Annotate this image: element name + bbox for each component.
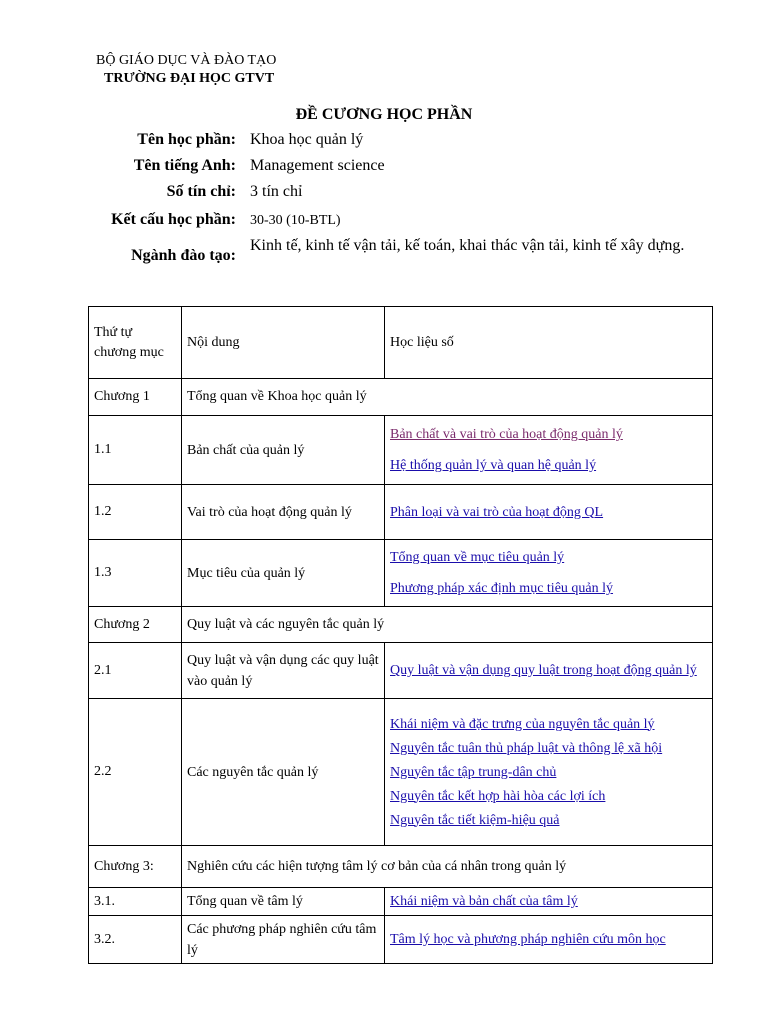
chapter-row [89,607,713,643]
chapter-number: Chương 2 [89,607,182,643]
section-number: 2.1 [89,643,182,699]
material-link[interactable]: Nguyên tắc kết hợp hài hòa các lợi ích [390,788,606,804]
credits-label: Số tín chỉ: [166,183,236,200]
major-value: Kinh tế, kinh tế vận tải, kế toán, khai thác vận tải, kinh tế xây dựng. [250,237,685,254]
chapter-number: Chương 3: [89,846,182,888]
section-number: 1.1 [89,416,182,485]
chapter-title: Nghiên cứu các hiện tượng tâm lý cơ bản của cá nhân trong quản lý [182,846,713,888]
section-number: 3.2. [89,916,182,964]
section-content: Quy luật và vận dụng các quy luật vào quản lý [182,643,385,699]
structure-value: 30-30 (10-BTL) [250,213,341,228]
ministry-name: BỘ GIÁO DỤC VÀ ĐÀO TẠO [96,53,277,68]
material-link[interactable]: Khái niệm và đặc trưng của nguyên tắc quản lý [390,716,655,732]
chapter-title: Tổng quan về Khoa học quản lý [182,379,713,416]
materials-cell [385,699,713,846]
material-link[interactable]: Khái niệm và bản chất của tâm lý [390,894,578,909]
section-content: Các phương pháp nghiên cứu tâm lý [182,916,385,964]
material-link[interactable]: Phương pháp xác định mục tiêu quản lý [390,581,614,596]
section-content: Vai trò của hoạt động quản lý [182,485,385,540]
course-content-table [88,306,713,964]
section-number: 1.3 [89,540,182,607]
material-link[interactable]: Phân loại và vai trò của hoạt động QL [390,504,604,520]
english-name-label: Tên tiếng Anh: [133,157,236,174]
table-row [89,540,713,607]
table-header-row [89,307,713,379]
material-link[interactable]: Hệ thống quản lý và quan hệ quản lý [390,458,597,473]
section-number: 1.2 [89,485,182,540]
university-name: TRƯỜNG ĐẠI HỌC GTVT [104,71,275,86]
credits-value: 3 tín chỉ [250,183,303,200]
materials-cell [385,643,713,699]
materials-cell [385,485,713,540]
document-title: ĐỀ CƯƠNG HỌC PHẦN [295,106,473,123]
chapter-row [89,846,713,888]
section-content: Mục tiêu của quản lý [182,540,385,607]
material-link[interactable]: Tổng quan về mục tiêu quản lý [390,550,565,565]
section-number: 2.2 [89,699,182,846]
material-link[interactable]: Bản chất và vai trò của hoạt động quản lý [390,427,623,442]
materials-cell [385,540,713,607]
material-link[interactable]: Nguyên tắc tiết kiệm-hiệu quả [390,812,560,828]
materials-cell [385,916,713,964]
table-row [89,416,713,485]
header-digital-materials: Học liệu số [385,307,713,379]
section-content: Các nguyên tắc quản lý [182,699,385,846]
table-row [89,485,713,540]
section-content: Bản chất của quản lý [182,416,385,485]
materials-cell [385,888,713,916]
material-link[interactable]: Nguyên tắc tập trung-dân chủ [390,764,557,780]
table-row [89,916,713,964]
material-link[interactable]: Quy luật và vận dụng quy luật trong hoạt động quản lý [390,663,697,678]
header-content: Nội dung [182,307,385,379]
structure-label: Kết cấu học phần: [111,211,236,228]
material-link[interactable]: Tâm lý học và phương pháp nghiên cứu môn học [390,932,666,947]
table-row [89,699,713,846]
header-chapter-order: Thứ tự chương mục [89,307,182,379]
english-name-value: Management science [250,157,385,174]
section-content: Tổng quan về tâm lý [182,888,385,916]
chapter-number: Chương 1 [89,379,182,416]
material-link[interactable]: Nguyên tắc tuân thủ pháp luật và thông lệ xã hội [390,740,663,756]
section-number: 3.1. [89,888,182,916]
chapter-row [89,379,713,416]
chapter-title: Quy luật và các nguyên tắc quản lý [182,607,713,643]
table-row [89,643,713,699]
materials-cell [385,416,713,485]
course-name-value: Khoa học quản lý [250,131,364,148]
table-row [89,888,713,916]
course-name-label: Tên học phần: [137,131,236,148]
major-label: Ngành đào tạo: [131,247,236,264]
